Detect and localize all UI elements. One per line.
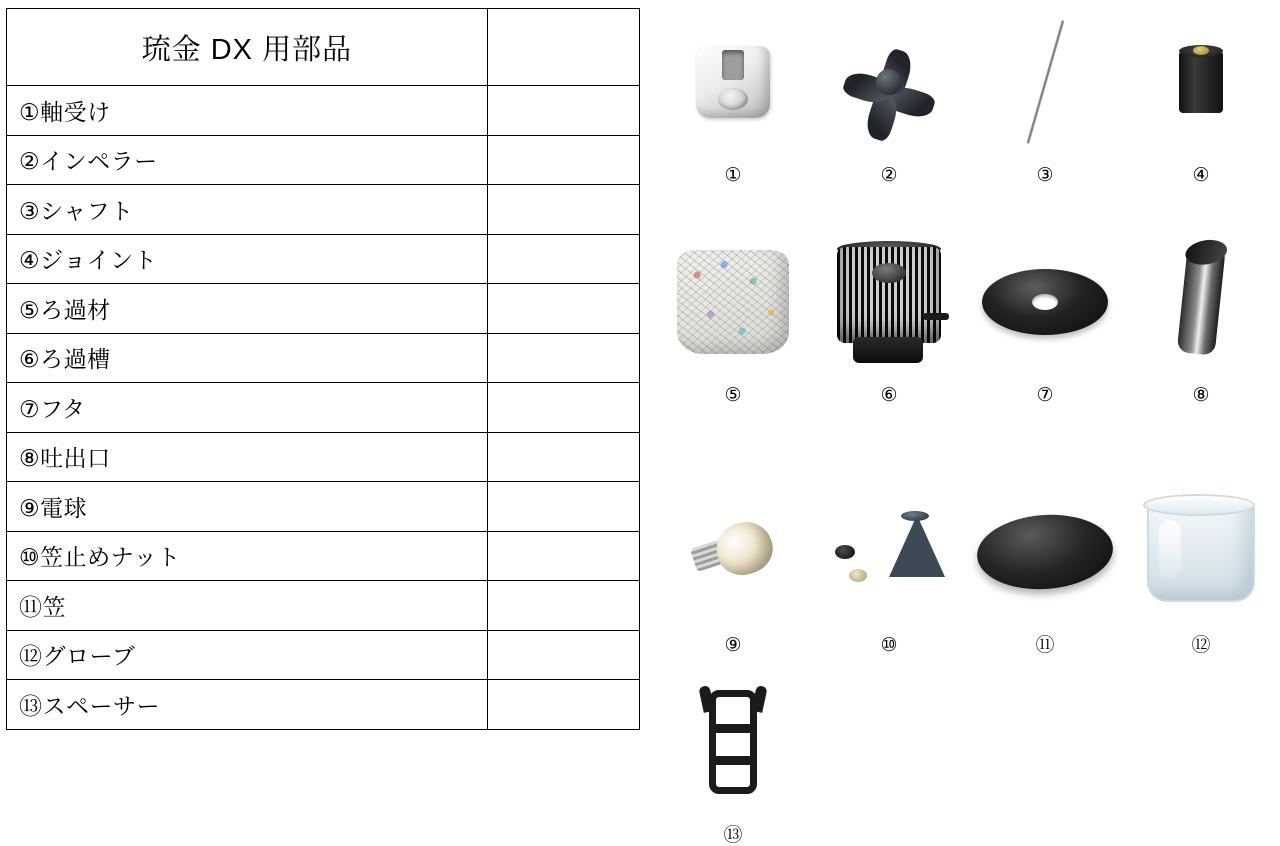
figure-number-2: ② — [880, 165, 898, 186]
figure-number-3: ③ — [1036, 165, 1054, 186]
figure-number-11: ⑪ — [1035, 635, 1055, 656]
part-blank-7 — [487, 383, 639, 433]
figure-shaft-bearing — [655, 8, 811, 185]
figure-row-2 — [655, 228, 1280, 405]
figure-row-4 — [655, 668, 1280, 845]
figure-row-3 — [655, 478, 1280, 655]
figure-joint — [1123, 8, 1279, 185]
impeller-icon — [814, 8, 964, 156]
part-blank-1 — [487, 86, 639, 136]
figure-number-6: ⑥ — [880, 385, 898, 406]
figure-row-1 — [655, 8, 1280, 185]
spacer-icon — [658, 668, 808, 816]
figure-bulb — [655, 478, 811, 655]
parts-table-title: 琉金 DX 用部品 — [7, 9, 488, 86]
part-label-6: ⑥ろ過槽 — [7, 333, 488, 383]
part-label-13: ⑬スペーサー — [7, 680, 488, 730]
figure-number-5: ⑤ — [724, 385, 742, 406]
table-row — [7, 234, 640, 284]
outlet-icon — [1126, 228, 1276, 376]
table-row — [7, 432, 640, 482]
table-row — [7, 135, 640, 185]
globe-icon — [1126, 478, 1276, 626]
shade-icon — [970, 478, 1120, 626]
figure-outlet — [1123, 228, 1279, 405]
figure-number-10: ⑩ — [880, 635, 898, 656]
part-blank-9 — [487, 482, 639, 532]
part-blank-5 — [487, 284, 639, 334]
lid-icon — [970, 228, 1120, 376]
part-label-9: ⑨電球 — [7, 482, 488, 532]
figure-number-8: ⑧ — [1192, 385, 1210, 406]
figure-number-7: ⑦ — [1036, 385, 1054, 406]
figure-number-13: ⑬ — [723, 825, 743, 846]
part-blank-2 — [487, 135, 639, 185]
figure-spacer — [655, 668, 811, 845]
figure-number-12: ⑫ — [1191, 635, 1211, 656]
part-blank-12 — [487, 630, 639, 680]
part-label-4: ④ジョイント — [7, 234, 488, 284]
figure-shade — [967, 478, 1123, 655]
shaft-bearing-icon — [658, 8, 808, 156]
bulb-icon — [658, 478, 808, 626]
table-row — [7, 185, 640, 235]
part-blank-10 — [487, 531, 639, 581]
filter-chamber-icon — [814, 228, 964, 376]
table-row — [7, 482, 640, 532]
table-row — [7, 86, 640, 136]
part-blank-13 — [487, 680, 639, 730]
parts-figure-grid — [655, 0, 1280, 846]
figure-shaft — [967, 8, 1123, 185]
table-row — [7, 383, 640, 433]
parts-table — [6, 8, 640, 730]
table-row — [7, 581, 640, 631]
table-row — [7, 630, 640, 680]
table-row — [7, 680, 640, 730]
figure-number-1: ① — [724, 165, 742, 186]
table-row — [7, 284, 640, 334]
part-label-10: ⑩笠止めナット — [7, 531, 488, 581]
table-row — [7, 531, 640, 581]
figure-globe — [1123, 478, 1279, 655]
figure-number-4: ④ — [1192, 165, 1210, 186]
table-header-row — [7, 9, 640, 86]
part-label-7: ⑦フタ — [7, 383, 488, 433]
part-label-12: ⑫グローブ — [7, 630, 488, 680]
header-blank-cell — [487, 9, 639, 86]
part-blank-6 — [487, 333, 639, 383]
part-label-11: ⑪笠 — [7, 581, 488, 631]
part-blank-3 — [487, 185, 639, 235]
filter-media-icon — [658, 228, 808, 376]
figure-impeller — [811, 8, 967, 185]
table-row — [7, 333, 640, 383]
shaft-icon — [970, 8, 1120, 156]
part-label-1: ①軸受け — [7, 86, 488, 136]
part-blank-4 — [487, 234, 639, 284]
part-blank-11 — [487, 581, 639, 631]
shade-lock-nut-icon — [814, 478, 964, 626]
part-label-3: ③シャフト — [7, 185, 488, 235]
part-label-5: ⑤ろ過材 — [7, 284, 488, 334]
part-blank-8 — [487, 432, 639, 482]
joint-icon — [1126, 8, 1276, 156]
part-label-2: ②インペラー — [7, 135, 488, 185]
figure-number-9: ⑨ — [724, 635, 742, 656]
figure-shade-lock-nut — [811, 478, 967, 655]
figure-lid — [967, 228, 1123, 405]
part-label-8: ⑧吐出口 — [7, 432, 488, 482]
figure-filter-chamber — [811, 228, 967, 405]
figure-filter-media — [655, 228, 811, 405]
